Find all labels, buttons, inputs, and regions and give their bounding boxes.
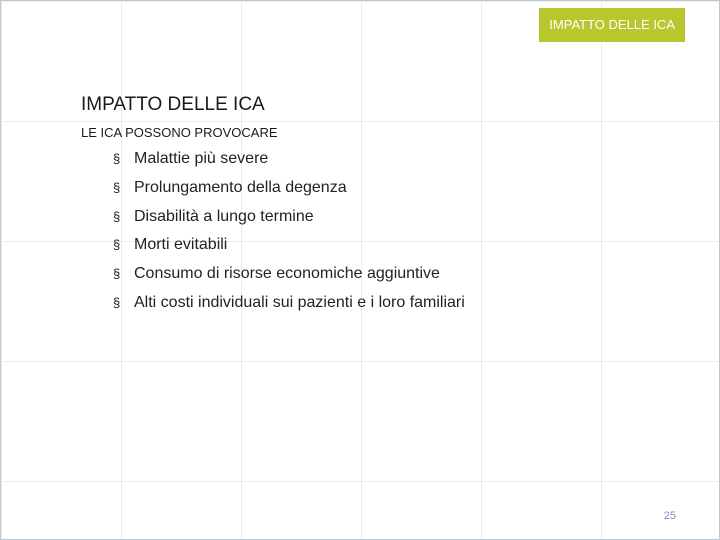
- slide-subtitle: LE ICA POSSONO PROVOCARE: [81, 125, 278, 140]
- list-item-text: Disabilità a lungo termine: [134, 207, 314, 225]
- list-item: [113, 233, 465, 262]
- bullet-marker-icon: §: [113, 266, 121, 282]
- list-item-text: Alti costi individuali sui pazienti e i loro familiari: [134, 293, 465, 311]
- bullet-list: [113, 147, 465, 320]
- list-item-text: Consumo di risorse economiche aggiuntive: [134, 265, 440, 283]
- page-number: 25: [663, 510, 676, 522]
- list-item: [113, 147, 465, 176]
- bullet-marker-icon: §: [113, 294, 121, 310]
- list-item: [113, 262, 465, 291]
- list-item-text: Prolungamento della degenza: [134, 178, 347, 196]
- bullet-marker-icon: §: [113, 208, 121, 224]
- bullet-marker-icon: §: [113, 151, 121, 166]
- bullet-marker-icon: §: [113, 179, 121, 195]
- section-tag: IMPATTO DELLE ICA: [539, 8, 685, 42]
- bullet-marker-icon: §: [113, 237, 121, 253]
- list-item: [113, 205, 465, 234]
- list-item: [113, 291, 465, 320]
- list-item-text: Morti evitabili: [134, 236, 228, 254]
- list-item-text: Malattie più severe: [134, 150, 269, 167]
- list-item: [113, 176, 465, 205]
- slide-title: IMPATTO DELLE ICA: [81, 94, 265, 115]
